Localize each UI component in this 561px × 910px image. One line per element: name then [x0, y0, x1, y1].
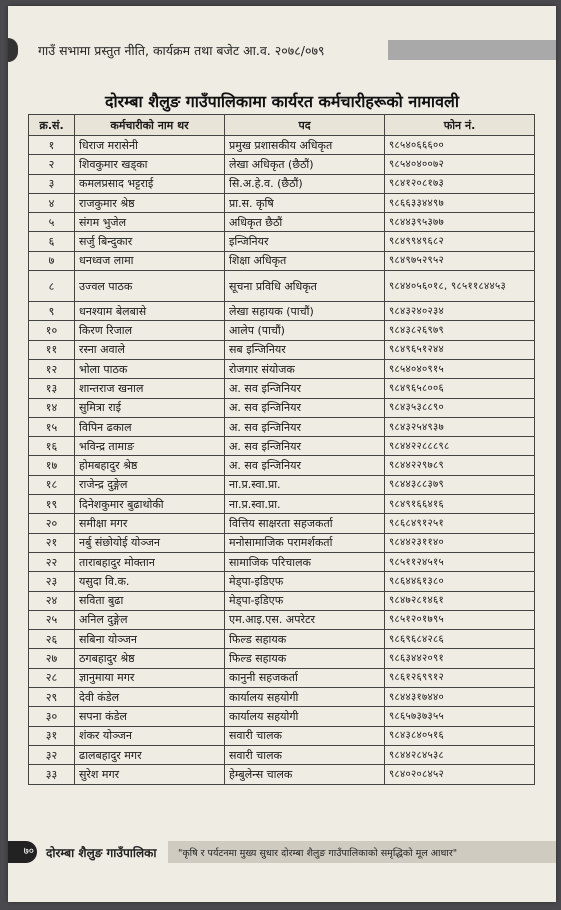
- cell-name: नर्बु संछोयोई योञ्जन: [75, 533, 225, 552]
- cell-phone: ९८६८४९१२५१: [385, 514, 535, 533]
- cell-post: शिक्षा अधिकृत: [225, 251, 385, 270]
- table-row: [29, 475, 535, 494]
- cell-sn: २८: [29, 668, 75, 687]
- cell-phone: ९८५४०४०९१५: [385, 359, 535, 378]
- cell-post: फिल्ड सहायक: [225, 649, 385, 668]
- table-row: [29, 668, 535, 687]
- table-header-row: [29, 115, 535, 136]
- cell-phone: ९८६५७३७३५५: [385, 707, 535, 726]
- cell-name: सविता बुढा: [75, 591, 225, 610]
- cell-phone: ९८६३४४२०९१: [385, 649, 535, 668]
- cell-post: ना.प्र.स्वा.प्रा.: [225, 495, 385, 514]
- table-row: [29, 302, 535, 321]
- cell-name: सुमित्रा राई: [75, 398, 225, 417]
- cell-post: सवारी चालक: [225, 726, 385, 745]
- cell-post: फिल्ड सहायक: [225, 630, 385, 649]
- cell-phone: ९८४४२२८८८९८: [385, 437, 535, 456]
- table-row: [29, 707, 535, 726]
- cell-sn: ३२: [29, 745, 75, 764]
- table-row: [29, 533, 535, 552]
- col-header-post: पद: [225, 115, 385, 136]
- cell-sn: १६: [29, 437, 75, 456]
- cell-phone: ९८५११२४५१५: [385, 552, 535, 571]
- table-row: [29, 495, 535, 514]
- cell-sn: २०: [29, 514, 75, 533]
- cell-name: देवी कंडेल: [75, 688, 225, 707]
- cell-phone: ९८४४२२९७८९: [385, 456, 535, 475]
- cell-post: अधिकृत छैठौं: [225, 213, 385, 232]
- cell-post: एम.आइ.एस. अपरेटर: [225, 610, 385, 629]
- cell-name: सबिना योञ्जन: [75, 630, 225, 649]
- cell-sn: २२: [29, 552, 75, 571]
- cell-phone: ९८४३२५४९३७: [385, 417, 535, 436]
- cell-phone: ९८४४३९५३७७: [385, 213, 535, 232]
- cell-name: विपिन ढकाल: [75, 417, 225, 436]
- cell-post: सामाजिक परिचालक: [225, 552, 385, 571]
- cell-name: संगम भुजेल: [75, 213, 225, 232]
- table-row: [29, 193, 535, 212]
- cell-phone: ९८४४२३११४०: [385, 533, 535, 552]
- cell-post: कानुनी सहजकर्ता: [225, 668, 385, 687]
- cell-phone: ९८४९६५८००६: [385, 379, 535, 398]
- cell-post: सूचना प्रविधि अधिकृत: [225, 271, 385, 302]
- cell-sn: १५: [29, 417, 75, 436]
- table-row: [29, 591, 535, 610]
- header-tab-mark: [8, 38, 18, 62]
- table-row: [29, 398, 535, 417]
- cell-name: राजकुमार श्रेष्ठ: [75, 193, 225, 212]
- cell-sn: १४: [29, 398, 75, 417]
- cell-post: अ. सव इन्जिनियर: [225, 437, 385, 456]
- table-row: [29, 610, 535, 629]
- cell-name: सपना कंडेल: [75, 707, 225, 726]
- cell-post: अ. सव इन्जिनियर: [225, 379, 385, 398]
- cell-post: ना.प्र.स्वा.प्रा.: [225, 475, 385, 494]
- cell-name: ज्ञानुमाया मगर: [75, 668, 225, 687]
- cell-name: ढालबहादुर मगर: [75, 745, 225, 764]
- cell-name: ताराबहादुर मोक्तान: [75, 552, 225, 571]
- cell-post: हेम्बुलेन्स चालक: [225, 765, 385, 784]
- cell-phone: ९८४३५३८८९०: [385, 398, 535, 417]
- cell-sn: १८: [29, 475, 75, 494]
- cell-sn: ३३: [29, 765, 75, 784]
- cell-phone: ९८६४४६१३८०: [385, 572, 535, 591]
- cell-name: समीक्षा मगर: [75, 514, 225, 533]
- cell-sn: २४: [29, 591, 75, 610]
- cell-sn: २३: [29, 572, 75, 591]
- cell-sn: ४: [29, 193, 75, 212]
- cell-sn: २: [29, 155, 75, 174]
- cell-post: लेखा सहायक (पाचौं): [225, 302, 385, 321]
- page-title: दोरम्बा शैलुङ गाउँपालिकामा कार्यरत कर्मचारीहरूको नामावली: [105, 92, 459, 111]
- cell-name: धिराज मरासेनी: [75, 136, 225, 155]
- cell-sn: २६: [29, 630, 75, 649]
- table-row: [29, 552, 535, 571]
- table-row: [29, 437, 535, 456]
- table-row: [29, 417, 535, 436]
- table-row: [29, 379, 535, 398]
- cell-sn: २९: [29, 688, 75, 707]
- cell-phone: ९८४४३१७४४०: [385, 688, 535, 707]
- footer-slogan: "कृषि र पर्यटनमा मुख्य सुधार दोरम्बा शैलुङ गाउँपालिकाको समृद्धिको मूल आधार": [178, 848, 458, 859]
- cell-phone: ९८४०२०८४५२: [385, 765, 535, 784]
- cell-post: रोजगार संयोजक: [225, 359, 385, 378]
- cell-phone: ९८५४०४००७२: [385, 155, 535, 174]
- cell-name: सुरेश मगर: [75, 765, 225, 784]
- cell-sn: ३०: [29, 707, 75, 726]
- cell-post: कार्यालय सहयोगी: [225, 707, 385, 726]
- cell-post: सवारी चालक: [225, 745, 385, 764]
- table-row: [29, 456, 535, 475]
- cell-post: प्रमुख प्रशासकीय अधिकृत: [225, 136, 385, 155]
- cell-name: शिवकुमार खड्का: [75, 155, 225, 174]
- cell-post: मेड्पा-इडिएफ: [225, 591, 385, 610]
- cell-sn: ३: [29, 174, 75, 193]
- cell-post: लेखा अधिकृत (छैठौं): [225, 155, 385, 174]
- cell-phone: ९८४७२८१४६१: [385, 591, 535, 610]
- table-row: [29, 321, 535, 340]
- table-row: [29, 649, 535, 668]
- table-row: [29, 136, 535, 155]
- cell-post: सि.अ.हे.व. (छैठौं): [225, 174, 385, 193]
- cell-post: अ. सव इन्जिनियर: [225, 417, 385, 436]
- cell-name: भविन्द्र तामाङ: [75, 437, 225, 456]
- cell-post: इन्जिनियर: [225, 232, 385, 251]
- cell-sn: ८: [29, 271, 75, 302]
- cell-phone: ९८५४०६६६००: [385, 136, 535, 155]
- page-footer: [8, 841, 556, 863]
- cell-name: शंकर योञ्जन: [75, 726, 225, 745]
- table-row: [29, 340, 535, 359]
- cell-post: प्रा.स. कृषि: [225, 193, 385, 212]
- table-row: [29, 745, 535, 764]
- cell-name: भोला पाठक: [75, 359, 225, 378]
- table-row: [29, 726, 535, 745]
- page-header: [8, 36, 556, 64]
- cell-phone: ९८४४२८४५३८: [385, 745, 535, 764]
- table-row: [29, 251, 535, 270]
- cell-phone: ९८६६३३४४९७: [385, 193, 535, 212]
- col-header-name: कर्मचारीको नाम थर: [75, 115, 225, 136]
- document-page: [8, 6, 556, 902]
- cell-phone: ९८५१२०१७९५: [385, 610, 535, 629]
- cell-name: सर्जु बिन्दुकार: [75, 232, 225, 251]
- cell-phone: ९८६९६८४२८६: [385, 630, 535, 649]
- cell-name: कमलप्रसाद भट्टराई: [75, 174, 225, 193]
- cell-post: कार्यालय सहयोगी: [225, 688, 385, 707]
- cell-name: ठगबहादुर श्रेष्ठ: [75, 649, 225, 668]
- cell-sn: २१: [29, 533, 75, 552]
- cell-post: मनोसामाजिक परामर्शकर्ता: [225, 533, 385, 552]
- cell-sn: ६: [29, 232, 75, 251]
- cell-phone: ९८४३८२६९७९: [385, 321, 535, 340]
- cell-sn: २५: [29, 610, 75, 629]
- cell-name: धनश्याम बेलबासे: [75, 302, 225, 321]
- cell-sn: ५: [29, 213, 75, 232]
- table-row: [29, 271, 535, 302]
- cell-post: अ. सव इन्जिनियर: [225, 456, 385, 475]
- header-text: गाउँ सभामा प्रस्तुत नीति, कार्यक्रम तथा बजेट आ.व. २०७८/०७९: [38, 43, 325, 58]
- cell-name: यसुदा वि.क.: [75, 572, 225, 591]
- table-row: [29, 630, 535, 649]
- cell-name: होमबहादुर श्रेष्ठ: [75, 456, 225, 475]
- cell-phone: ९८४३२४०२३४: [385, 302, 535, 321]
- cell-sn: १३: [29, 379, 75, 398]
- table-row: [29, 174, 535, 193]
- table-row: [29, 213, 535, 232]
- cell-sn: १७: [29, 456, 75, 475]
- cell-phone: ९८४९९४९६८२: [385, 232, 535, 251]
- cell-name: शान्तराज खनाल: [75, 379, 225, 398]
- cell-phone: ९८४९६५१२४४: [385, 340, 535, 359]
- table-row: [29, 688, 535, 707]
- cell-phone: ९८४१२०८१७३: [385, 174, 535, 193]
- cell-name: दिनेशकुमार बुढाथोकी: [75, 495, 225, 514]
- table-row: [29, 514, 535, 533]
- cell-post: मेड्पा-इडिएफ: [225, 572, 385, 591]
- table-row: [29, 232, 535, 251]
- cell-phone: ९८४९१६६४१६: [385, 495, 535, 514]
- cell-phone: ९८४४०५६०१८, ९८५११८४४५३: [385, 271, 535, 302]
- cell-sn: १२: [29, 359, 75, 378]
- cell-phone: ९८४४३८८३७९: [385, 475, 535, 494]
- cell-phone: ९८४३८४०५१६: [385, 726, 535, 745]
- page-number: ७०: [8, 841, 37, 863]
- col-header-sn: क्र.सं.: [29, 115, 75, 136]
- cell-sn: ३१: [29, 726, 75, 745]
- cell-post: अ. सव इन्जिनियर: [225, 398, 385, 417]
- cell-sn: ९: [29, 302, 75, 321]
- cell-name: उज्वल पाठक: [75, 271, 225, 302]
- cell-sn: ११: [29, 340, 75, 359]
- cell-sn: १९: [29, 495, 75, 514]
- cell-sn: ७: [29, 251, 75, 270]
- footer-org-name: दोरम्बा शैलुङ गाउँपालिका: [46, 846, 157, 860]
- cell-name: धनध्वज लामा: [75, 251, 225, 270]
- cell-name: अनिल दुङ्गेल: [75, 610, 225, 629]
- cell-sn: १०: [29, 321, 75, 340]
- staff-table-body: [29, 136, 535, 785]
- cell-name: रस्ना अवाले: [75, 340, 225, 359]
- cell-phone: ९८४९७५२९५२: [385, 251, 535, 270]
- cell-post: वित्तिय साक्षरता सहजकर्ता: [225, 514, 385, 533]
- cell-name: किरण रिजाल: [75, 321, 225, 340]
- table-row: [29, 359, 535, 378]
- table-row: [29, 765, 535, 784]
- cell-sn: १: [29, 136, 75, 155]
- table-row: [29, 572, 535, 591]
- header-bar: [388, 40, 556, 60]
- col-header-phone: फोन नं.: [385, 115, 535, 136]
- table-row: [29, 155, 535, 174]
- cell-post: आलेप (पाचौं): [225, 321, 385, 340]
- cell-phone: ९८६१२६९९१२: [385, 668, 535, 687]
- staff-table: [28, 114, 535, 785]
- cell-post: सब इन्जिनियर: [225, 340, 385, 359]
- cell-name: राजेन्द्र दुङ्गेल: [75, 475, 225, 494]
- cell-sn: २७: [29, 649, 75, 668]
